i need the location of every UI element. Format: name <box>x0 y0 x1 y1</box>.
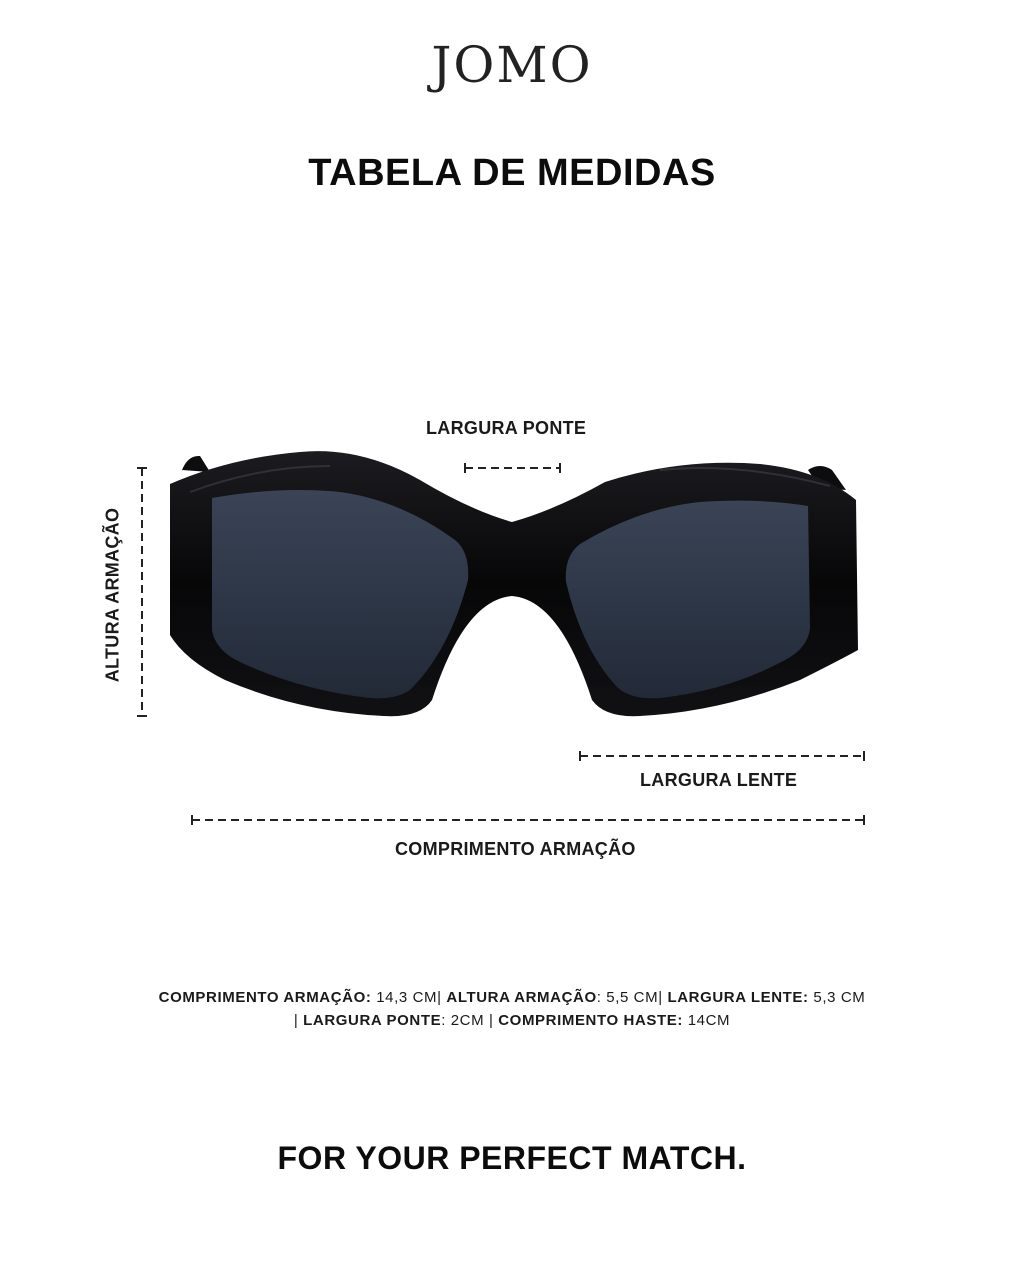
spec-bridge-width-label: LARGURA PONTE <box>303 1012 442 1029</box>
measurements-summary <box>0 986 1024 1032</box>
brand-logo: JOMO <box>431 36 593 94</box>
spec-lens-width-value: 5,3 CM <box>808 989 866 1006</box>
spec-frame-length-value: 14,3 CM| <box>371 989 447 1006</box>
length-dimension-line <box>192 815 864 825</box>
slogan: FOR YOUR PERFECT MATCH. <box>277 1140 747 1176</box>
bridge-dimension-line <box>465 463 560 473</box>
spec-bridge-width-value: : 2CM | <box>441 1012 499 1029</box>
spec-frame-length-label: COMPRIMENTO ARMAÇÃO: <box>158 989 372 1006</box>
specs-line-2 <box>0 1009 1024 1032</box>
page-title: TABELA DE MEDIDAS <box>308 152 716 194</box>
spec-line2-prefix: | <box>293 1012 304 1029</box>
specs-line-1 <box>0 986 1024 1009</box>
spec-temple-length-value: 14CM <box>682 1012 731 1029</box>
lens-width-label: LARGURA LENTE <box>640 770 798 790</box>
spec-frame-height-value: : 5,5 CM| <box>596 989 668 1006</box>
spec-frame-height-label: ALTURA ARMAÇÃO <box>446 989 597 1006</box>
spec-temple-length-label: COMPRIMENTO HASTE: <box>498 1012 683 1029</box>
frame-length-label: COMPRIMENTO ARMAÇÃO <box>395 839 636 859</box>
lens-dimension-line <box>580 751 864 761</box>
height-dimension-line <box>137 468 147 716</box>
frame-height-label: ALTURA ARMAÇÃO <box>102 507 123 683</box>
spec-lens-width-label: LARGURA LENTE: <box>667 989 809 1006</box>
bridge-width-label: LARGURA PONTE <box>426 418 587 438</box>
